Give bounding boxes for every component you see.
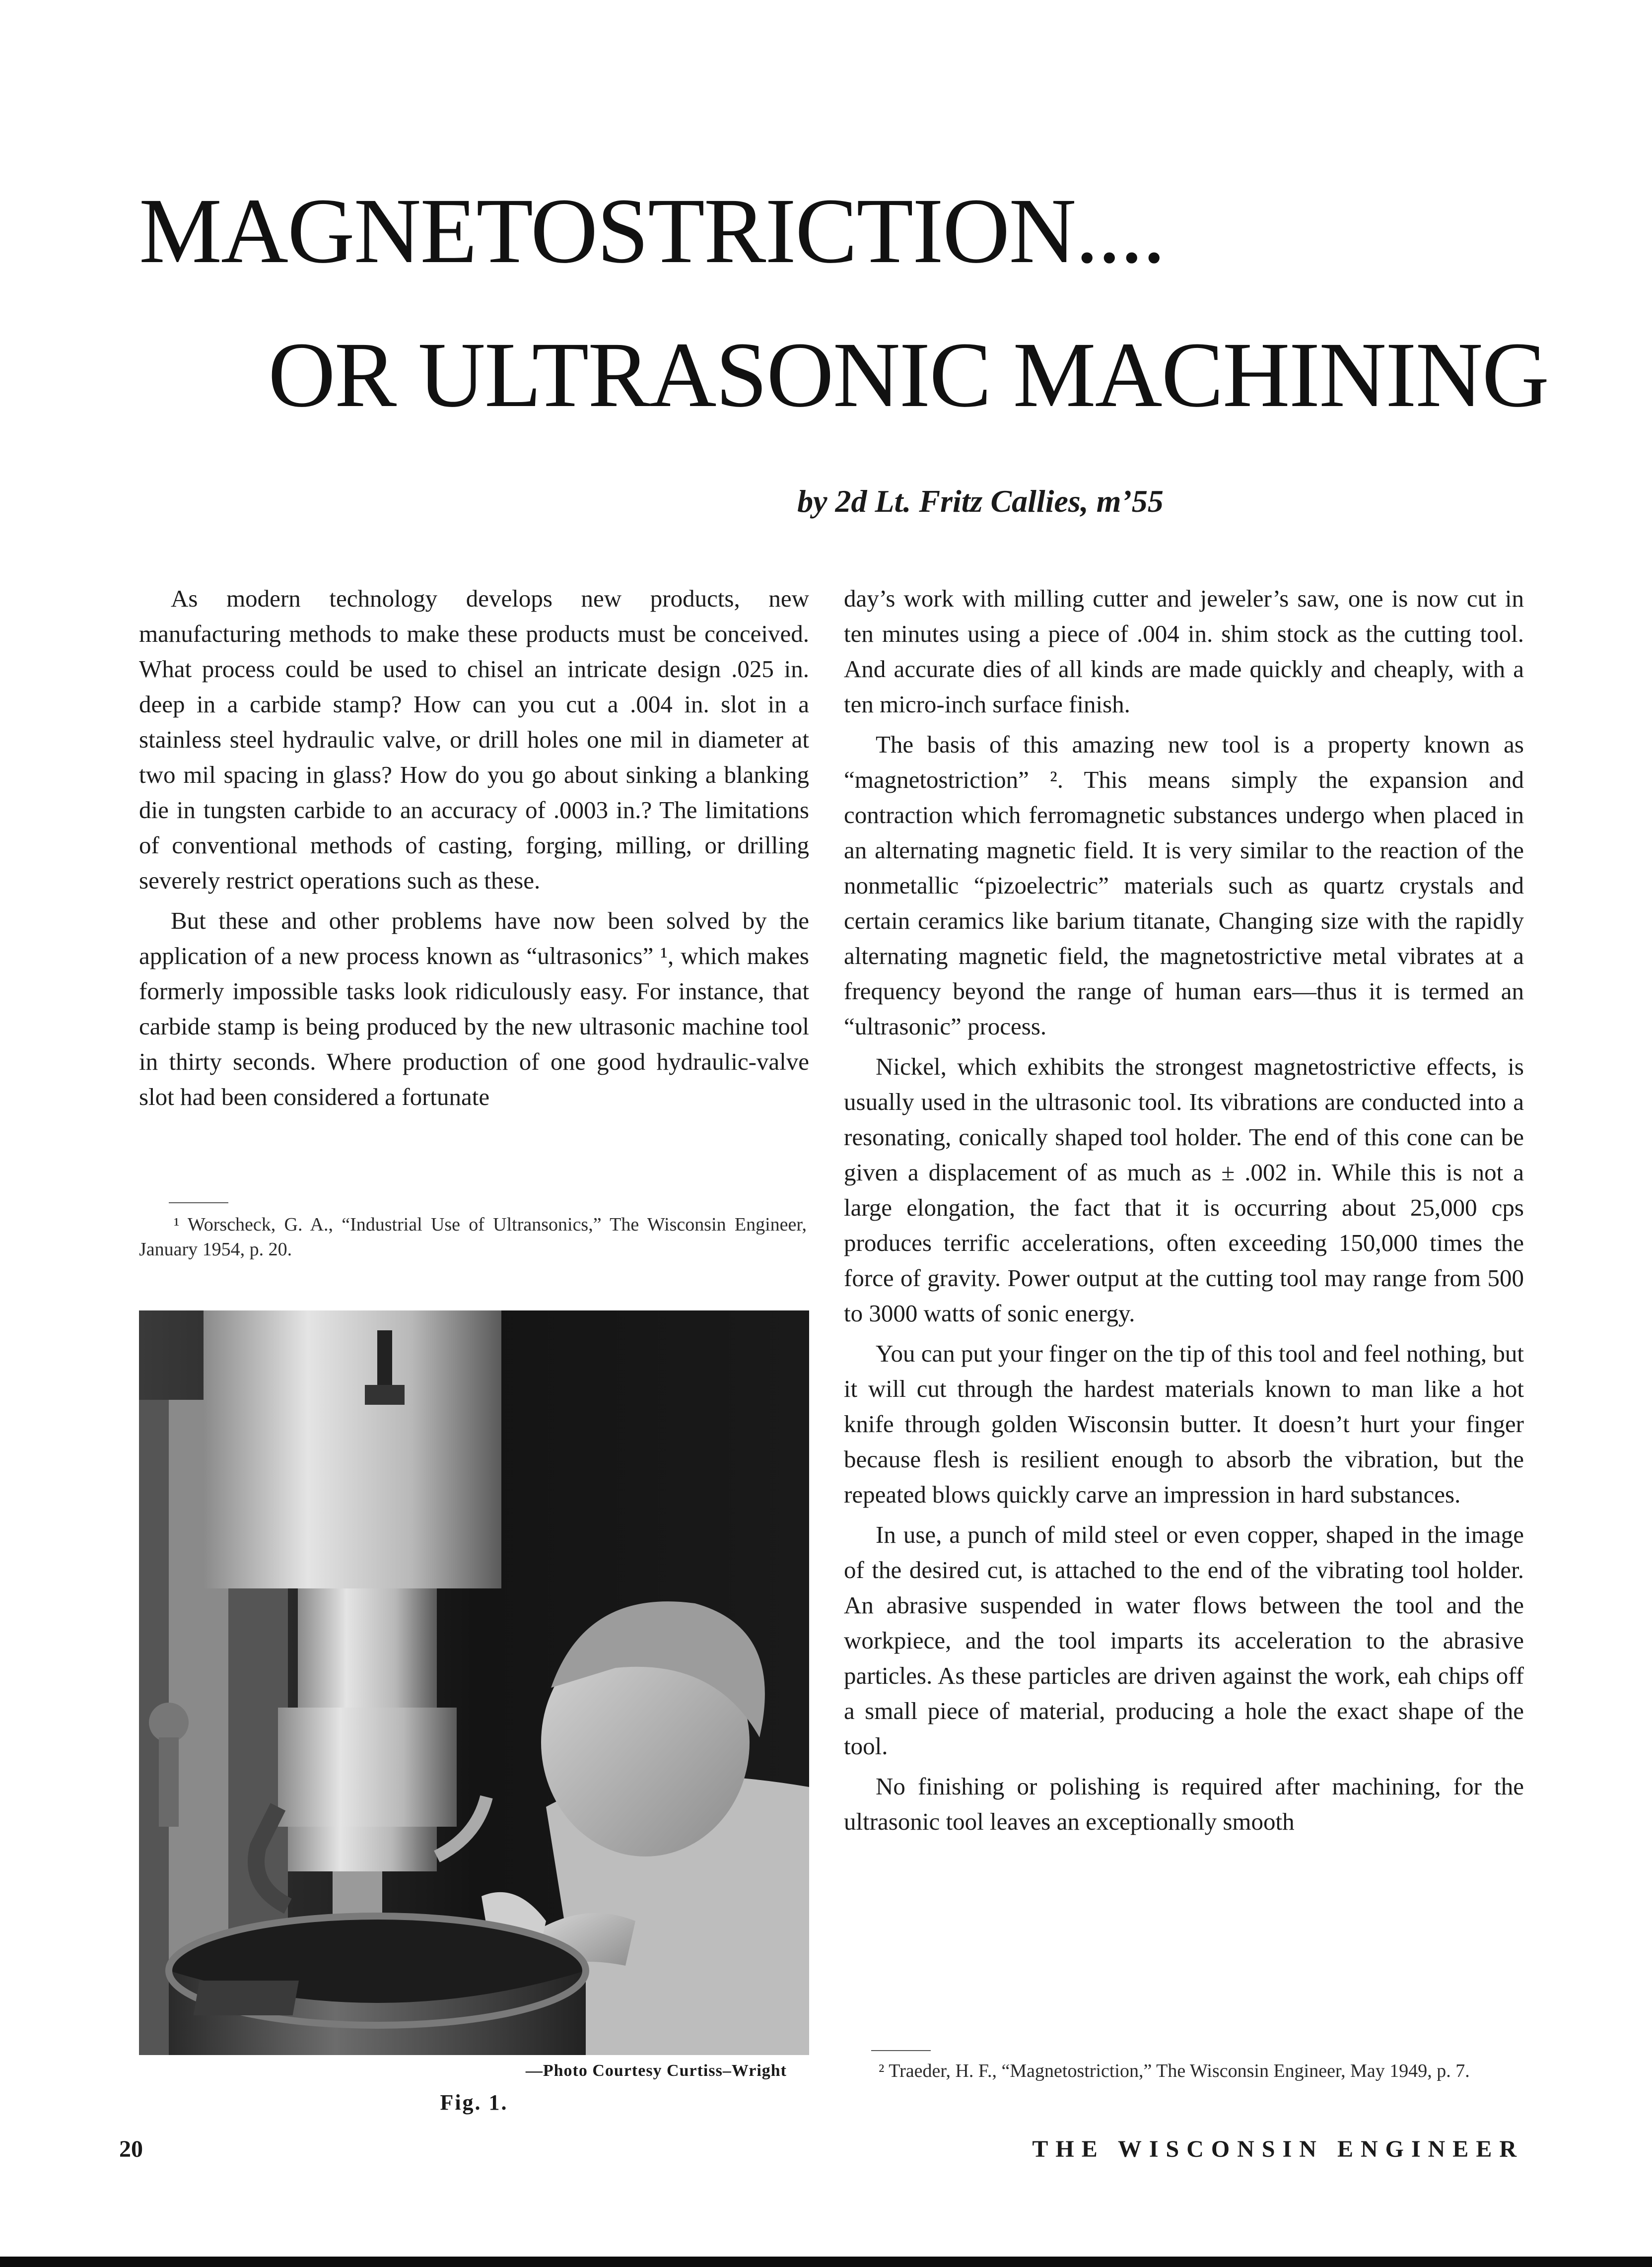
- right-paragraph-3: Nickel, which exhibits the strongest magnetostrictive effects, is usually used in the ultrasonic tool. Its vibrations are conducted into a resonating, conically shaped tool holder. The end of this cone can be given a displacement of as much as ± .002 in. While this is not a large elongation, the fact that it is occurring about 25,000 cps produces terrific accelerations, often exceeding 150,000 times the force of gravity. Power output at the cutting tool may range from 500 to 3000 watts of sonic energy.: [844, 1053, 1524, 1327]
- article-title-line-2: OR ULTRASONIC MACHINING: [268, 323, 1549, 426]
- footnote-2-rule: [871, 2050, 931, 2051]
- figure-label: Fig. 1.: [440, 2090, 508, 2115]
- right-paragraph-5: In use, a punch of mild steel or even copper, shaped in the image of the desired cut, is attached to the end of the vibrating tool holder. An abrasive suspended in water flows between the tool and the workpiece, and the tool imparts its acceleration to the abrasive particles. As these particles are driven against the work, eah chips off a small piece of material, producing a hole the exact shape of the tool.: [844, 1521, 1524, 1760]
- right-paragraph-4: You can put your finger on the tip of this tool and feel nothing, but it will cut through the hardest materials known to man like a hot knife through golden Wisconsin butter. It doesn’t hurt your finger because flesh is resilient enough to absorb the vibration, but the repeated blows quickly carve an impression in hard substances.: [844, 1340, 1524, 1508]
- right-paragraph-6: No finishing or polishing is required after machining, for the ultrasonic tool leaves an exceptionally smooth: [844, 1773, 1524, 1835]
- byline-container: [0, 481, 1643, 521]
- right-paragraph-2: The basis of this amazing new tool is a property known as “magnetostriction” ². This means simply the expansion and contraction which ferromagnetic substances undergo when placed in an alternating magnetic field. It is very similar to the reaction of the nonmetallic “pizoelectric” materials such as quartz crystals and certain ceramics like barium titanate, Changing size with the rapidly alternating magnetic field, the magnetostrictive metal vibrates at a frequency beyond the range of human ears—thus it is termed an “ultrasonic” process.: [844, 731, 1524, 1040]
- left-paragraph-1: As modern technology develops new products, new manufacturing methods to make these products must be conceived. What process could be used to chisel an intricate design .025 in. deep in a carbide stamp? How can you cut a .004 in. slot in a stainless steel hydraulic valve, or drill holes one mil in diameter at two mil spacing in glass? How do you go about sinking a blanking die in tungsten carbide to an accuracy of .0003 in.? The limitations of conventional methods of casting, forging, milling, or drilling severely restrict operations such as these.: [139, 585, 809, 894]
- left-column: [139, 581, 809, 1119]
- right-paragraph-1: day’s work with milling cutter and jeweler’s saw, one is now cut in ten minutes using a piece of .004 in. shim stock as the cutting tool. And accurate dies of all kinds are made quickly and cheaply, with a ten micro-inch surface finish.: [844, 585, 1524, 718]
- article-title-line-1: MAGNETOSTRICTION....: [139, 179, 1165, 282]
- footnote-1-rule: [169, 1202, 228, 1203]
- byline: by 2d Lt. Fritz Callies, m’55: [797, 483, 1164, 519]
- figure-1-photo: [139, 1310, 809, 2055]
- left-paragraph-2: But these and other problems have now been solved by the application of a new process known as “ultrasonics” ¹, which makes formerly impossible tasks look ridiculously easy. For instance, that carbide stamp is being produced by the new ultrasonic machine tool in thirty seconds. Where production of one good hydraulic-valve slot had been considered a fortunate: [139, 907, 809, 1110]
- journal-name: THE WISCONSIN ENGINEER: [1032, 2136, 1524, 2162]
- machinist-with-ultrasonic-tool-image: [139, 1310, 809, 2055]
- footnote-1: ¹ Worscheck, G. A., “Industrial Use of Ultransonics,” The Wisconsin Engineer, January 1954, p. 20.: [139, 1214, 807, 1260]
- scan-border: [0, 2257, 1652, 2267]
- page-number: 20: [119, 2136, 143, 2162]
- footnote-2: ² Traeder, H. F., “Magnetostriction,” The Wisconsin Engineer, May 1949, p. 7.: [879, 2061, 1470, 2081]
- right-column: [844, 581, 1524, 1844]
- photo-credit: —Photo Courtesy Curtiss–Wright: [525, 2061, 787, 2080]
